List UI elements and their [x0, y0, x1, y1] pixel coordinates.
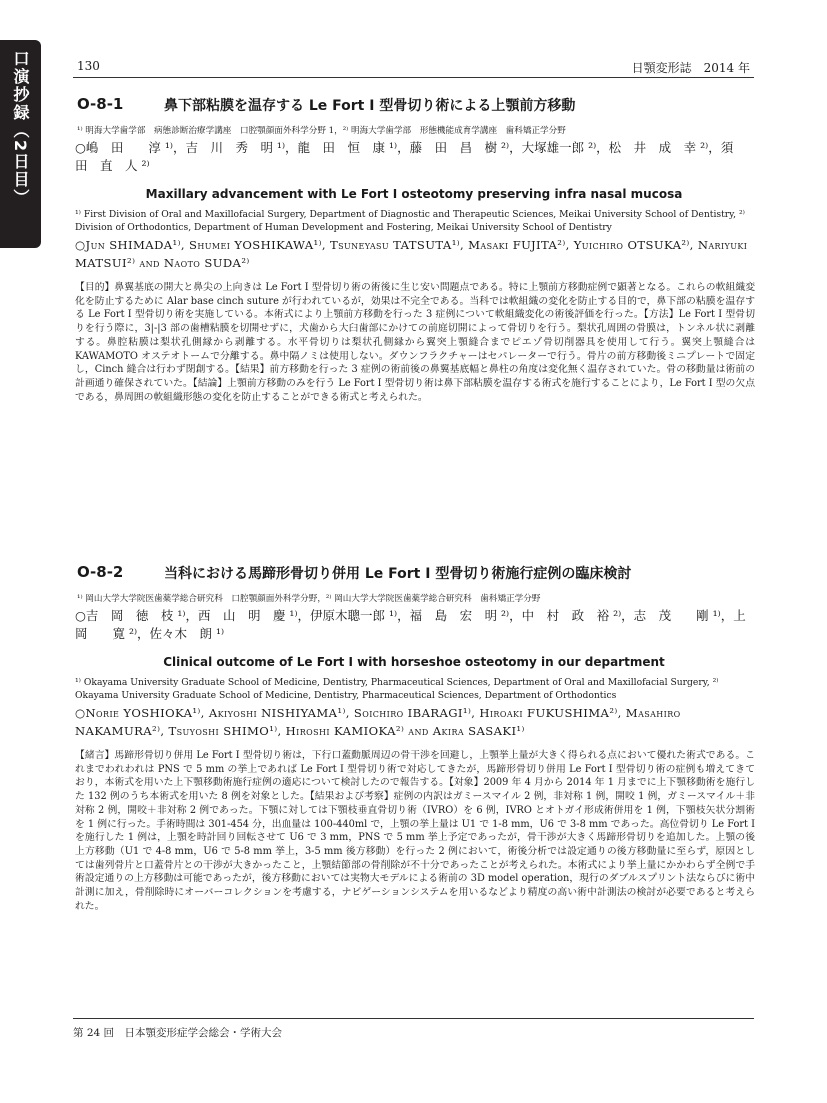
- abstract-o-8-1: [73, 95, 755, 404]
- abstract-o-8-2: [73, 563, 759, 913]
- abstract-title-row: [73, 563, 755, 589]
- abstract-id: O-8-2: [77, 563, 124, 581]
- conference-name: 第 24 回 日本顎変形症学会総会・学術大会: [73, 1027, 283, 1039]
- section-side-tab: [0, 40, 41, 248]
- abstract-title-row: [73, 95, 755, 121]
- abstract-body: 【緒言】馬蹄形骨切り併用 Le Fort I 型骨切り術は，下行口蓋動脈周辺の骨干渉を回避し，上顎挙上量が大きく得られる点において優れた術式である。これまでわれわれは PNS で 5 mm の挙上であれば Le Fort I 型骨切り術で対応してきたが，馬蹄形骨切り併用 Le Fort I 型骨切り術の症例も増えてきており，本術式を用いた上下顎移動術施行症例の適応について検討したので報告する。【対象】2009 年 4 月から 2014 年 1 月までに上下顎移動術を施行した 132 例のうち本術式を用いた 8 例を対象とした。【結果および考察】症例の内訳はガミースマイル 2 例，非対称 1 例，開咬 1 例，ガミースマイル＋非対称 2 例，開咬＋非対称 2 例であった。下顎に対しては下顎枝垂直骨切り術（IVRO）を 6 例，IVRO とオトガイ形成術併用を 1 例，下顎枝矢状分割術を 1 例に行った。手術時間は 301-454 分，出血量は 100-440ml で，上顎の挙上量は U1 で 1-8 mm，U6 で 3-8 mm であった。高位骨切り Le Fort I を施行した 1 例は，上顎を時計回り回転させて U6 で 3 mm，PNS で 5 mm 挙上予定であったが，骨干渉が大きく馬蹄形骨切りを追加した。上顎の後上方移動（U1 で 4-8 mm，U6 で 5-8 mm 挙上，3-5 mm 後方移動）を行った 2 例において，術後分析では設定通りの後方移動量に至らず，原因としては歯列骨片と口蓋骨片との干渉が大きかったこと，上顎結節部の骨削除が不十分であったことが考えられた。本術式により挙上量にかかわらず全例で手術設定通りの上方移動は可能であったが，後方移動においては実物大モデルによる術前の 3D model operation，現行のダブルスプリント法ならびに術中計測に加え，骨削除時にオーバーコレクションを考慮する，ナビゲーションシステムを用いるなどより精度の高い術中計測法の検討が必要であると考えられた。: [75, 750, 755, 912]
- affiliation-ja: ¹⁾ 明海大学歯学部 病態診断治療学講座 口腔顎顔面外科学分野 1，²⁾ 明海大学歯学部 形態機能成育学講座 歯科矯正学分野: [77, 126, 566, 136]
- page-footer: [73, 1018, 754, 1040]
- authors-en: ○Jun SHIMADA¹⁾, Shumei YOSHIKAWA¹⁾, Tsuneyasu TATSUTA¹⁾, Masaki FUJITA²⁾, Yuichiro OTSUKA²⁾, Nariyuki MATSUI²⁾ and Naoto SUDA²⁾: [75, 238, 748, 270]
- page-header: [73, 59, 754, 78]
- authors-en: ○Norie YOSHIOKA¹⁾, Akiyoshi NISHIYAMA¹⁾, Soichiro IBARAGI¹⁾, Hiroaki FUKUSHIMA²⁾, Masahiro NAKAMURA²⁾, Tsuyoshi SHIMO¹⁾, Hiroshi KAMIOKA²⁾ and Akira SASAKI¹⁾: [75, 706, 681, 738]
- side-tab-label: 口演抄録（2日目）: [11, 50, 30, 208]
- affiliation-en: ¹⁾ First Division of Oral and Maxillofacial Surgery, Department of Diagnostic and Therapeutic Sciences, Meikai University School of Dentistry, ²⁾ Division of Orthodontics, Department of Human Development and Fostering, Meikai University School of Dentistry: [75, 209, 745, 233]
- abstract-title-en: Clinical outcome of Le Fort Ⅰ with horseshoe osteotomy in our department: [163, 655, 665, 669]
- authors-ja: ○嶋 田 淳 ¹⁾，吉 川 秀 明 ¹⁾，龍 田 恒 康 ¹⁾，藤 田 昌 樹 ²⁾，大塚雄一郎 ²⁾，松 井 成 幸 ²⁾，須 田 直 人 ²⁾: [75, 140, 746, 173]
- abstract-body: 【目的】鼻翼基底の開大と鼻尖の上向きは Le Fort I 型骨切り術の術後に生じ安い問題点である。特に上顎前方移動症例で顕著となる。これらの軟組織変化を防止するために Alar base cinch suture が行われているが，効果は不完全である。当科では軟組織の変化を防止する目的で，鼻下部の粘膜を温存する Le Fort I 型骨切り術を実施している。本術式により上顎前方移動を行った 3 症例について軟組織変化の術後評価を行った。【方法】Le Fort I 型骨切りを行う際に，3|-|3 部の歯槽粘膜を切開せずに，犬歯から大臼歯部にかけての前庭切開によって骨切りを行う。梨状孔周囲の骨膜は，トンネル状に剥離する。鼻腔粘膜は梨状孔側縁から剥離する。水平骨切りは梨状孔側縁から翼突上顎縫合までピエゾ骨切削器具を使用して行う。翼突上顎縫合は KAWAMOTO オステオトームで分離する。鼻中隔ノミは使用しない。ダウンフラクチャーはセパレーターで行う。骨片の前方移動後ミニプレートで固定し，Cinch 縫合は行わず閉創する。【結果】前方移動を行った 3 症例の術前後の鼻翼基底幅と鼻柱の角度は変化無く温存されていた。骨の移動量は術前の計画通り確保されていた。【結論】上顎前方移動のみを行う Le Fort I 型骨切り術は鼻下部粘膜を温存する術式を施行することにより，Le Fort I 型の欠点である，鼻周囲の軟組織形態の変化を防止することができる術式と考えられた。: [75, 282, 755, 403]
- abstract-title-en: Maxillary advancement with Le Fort I osteotomy preserving infra nasal mucosa: [145, 187, 683, 201]
- abstract-title-ja: 当科における馬蹄形骨切り併用 Le Fort I 型骨切り術施行症例の臨床検討: [164, 566, 632, 582]
- abstract-id: O-8-1: [77, 95, 124, 113]
- journal-name: 日顎変形誌 2014 年: [631, 61, 750, 75]
- authors-ja: ○吉 岡 徳 枝 ¹⁾，西 山 明 慶 ¹⁾，伊原木聰一郎 ¹⁾，福 島 宏 明 ²⁾，中 村 政 裕 ²⁾，志 茂 剛 ¹⁾，上 岡 寛 ²⁾，佐々木 朗 ¹⁾: [75, 608, 759, 641]
- affiliation-en: ¹⁾ Okayama University Graduate School of Medicine, Dentistry, Pharmaceutical Sciences, Department of Oral and Maxillofacial Surgery, ²⁾ Okayama University Graduate School of Medicine, Dentistry, Pharmaceutical Sciences, Department of Orthodontics: [75, 677, 719, 701]
- page-number: 130: [77, 59, 100, 73]
- abstract-title-ja: 鼻下部粘膜を温存する Le Fort I 型骨切り術による上顎前方移動: [164, 98, 576, 114]
- affiliation-ja: ¹⁾ 岡山大学大学院医歯薬学総合研究科 口腔顎顔面外科学分野，²⁾ 岡山大学大学院医歯薬学総合研究科 歯科矯正学分野: [77, 594, 541, 604]
